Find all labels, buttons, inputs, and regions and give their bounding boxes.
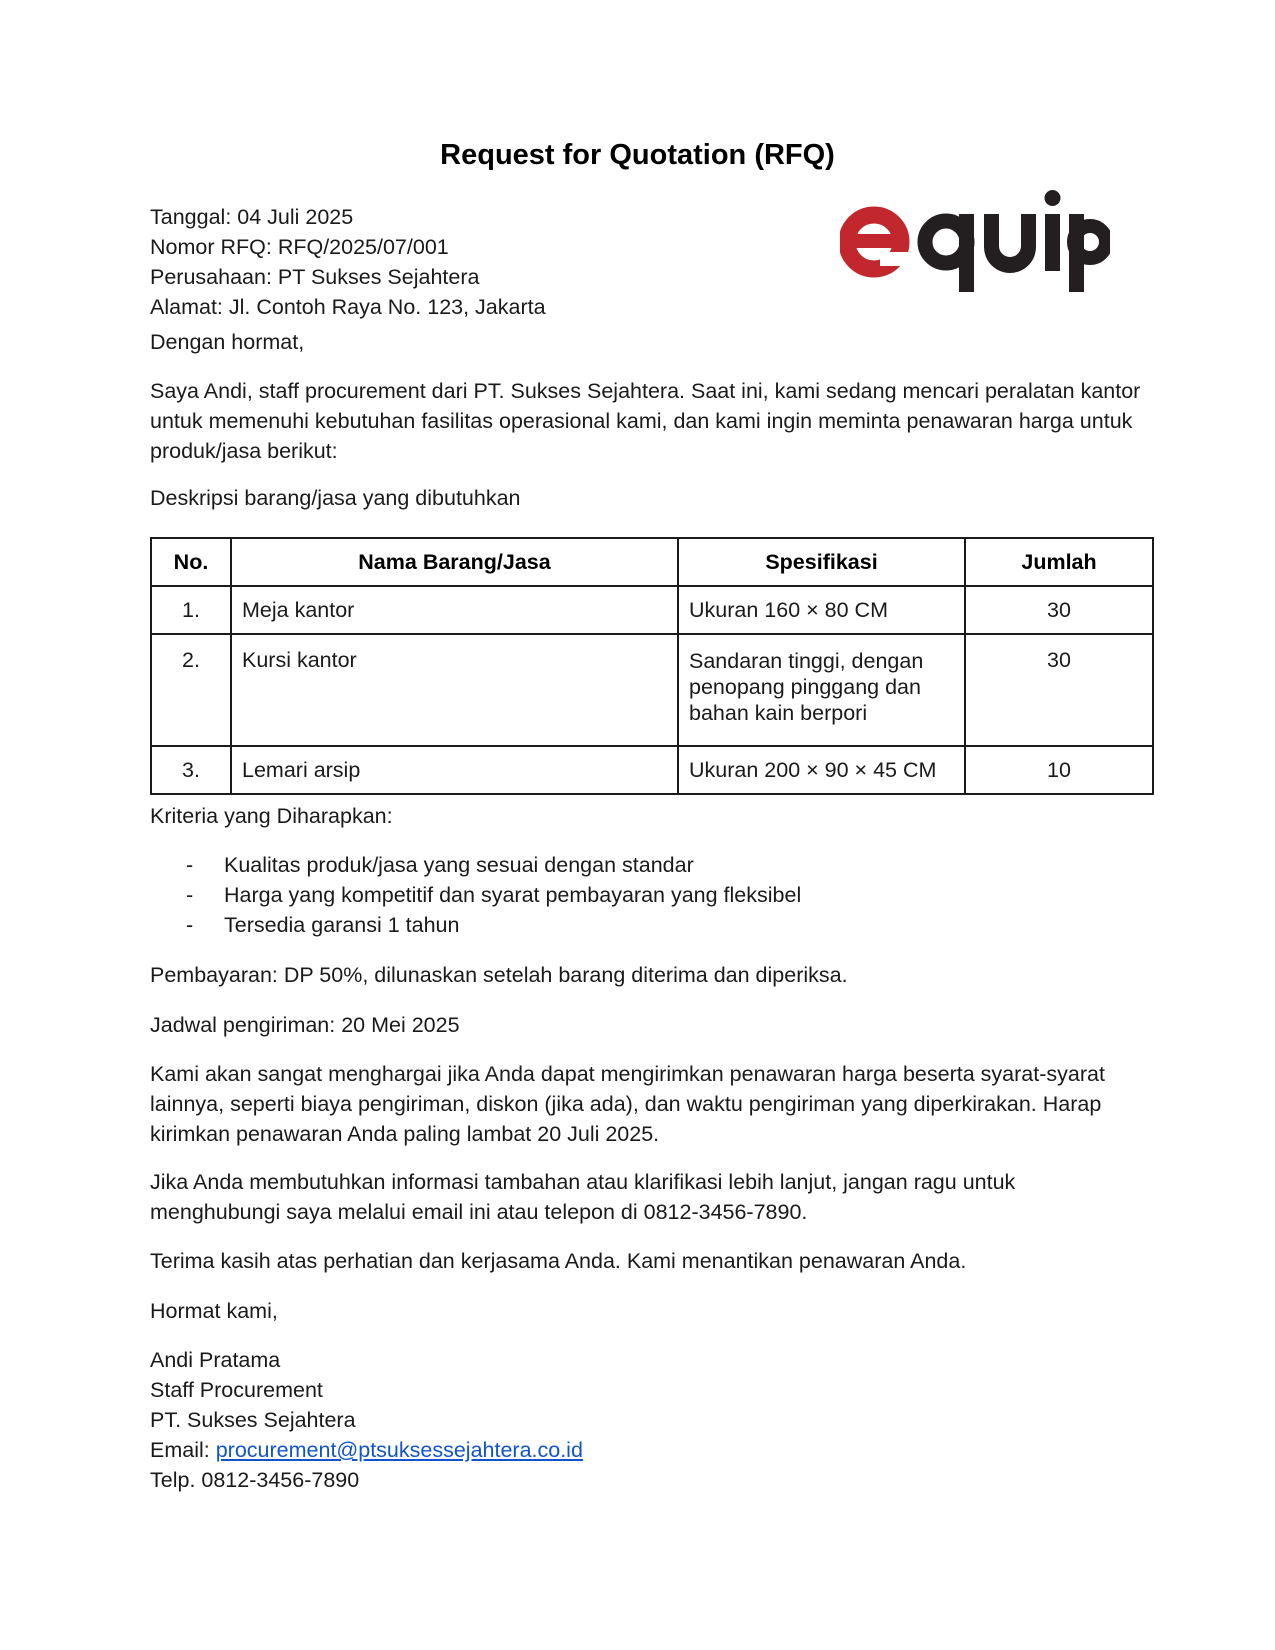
row-item-name: Lemari arsip	[231, 746, 678, 794]
criteria-list	[150, 850, 1140, 940]
equip-logo-graphic	[840, 190, 1110, 300]
criteria-text: Harga yang kompetitif dan syarat pembayaran yang fleksibel	[224, 883, 802, 907]
signature-phone: Telp. 0812-3456-7890	[150, 1468, 360, 1492]
items-table	[150, 537, 1154, 795]
greeting: Dengan hormat,	[150, 330, 305, 354]
row-specification	[678, 746, 965, 794]
row-item-name: Meja kantor	[231, 586, 678, 634]
list-item	[150, 850, 1140, 880]
email-label: Email:	[150, 1438, 216, 1462]
signature-name: Andi Pratama	[150, 1348, 281, 1372]
header-no: No.	[151, 538, 231, 586]
list-item	[150, 910, 1140, 940]
header-item-name: Nama Barang/Jasa	[231, 538, 678, 586]
criteria-text: Kualitas produk/jasa yang sesuai dengan standar	[224, 853, 694, 877]
delivery-schedule: Jadwal pengiriman: 20 Mei 2025	[150, 1013, 460, 1037]
logo-e-mark	[844, 215, 916, 269]
equip-logo	[840, 190, 1110, 305]
spec-line: Ukuran 160 × 80 CM	[689, 598, 888, 622]
bullet-dash: -	[186, 883, 194, 907]
payment-terms: Pembayaran: DP 50%, dilunaskan setelah barang diterima dan diperiksa.	[150, 963, 848, 987]
row-quantity: 10	[965, 746, 1153, 794]
row-quantity: 30	[965, 586, 1153, 634]
closing: Hormat kami,	[150, 1299, 278, 1323]
spec-line: Ukuran 200 × 90 × 45 CM	[689, 758, 937, 782]
signature-position: Staff Procurement	[150, 1378, 323, 1402]
rfq-meta	[150, 202, 546, 322]
meta-address: Alamat: Jl. Contoh Raya No. 123, Jakarta	[150, 295, 546, 319]
spec-line: Sandaran tinggi, dengan	[689, 649, 924, 673]
table-header-row	[151, 538, 1153, 586]
signature-block	[150, 1345, 1140, 1495]
header-quantity: Jumlah	[965, 538, 1153, 586]
table-row	[151, 586, 1153, 634]
row-item-name: Kursi kantor	[231, 634, 678, 746]
signature-company: PT. Sukses Sejahtera	[150, 1408, 356, 1432]
table-row	[151, 746, 1153, 794]
criteria-list-wrapper	[150, 850, 1140, 940]
header-specification: Spesifikasi	[678, 538, 965, 586]
spec-line: bahan kain berpori	[689, 701, 868, 725]
row-no: 2.	[151, 634, 231, 746]
request-paragraph: Kami akan sangat menghargai jika Anda dapat mengirimkan penawaran harga beserta syarat-syarat lainnya, seperti biaya pengiriman, diskon (jika ada), dan waktu pengiriman yang diperkirakan. Harap kirimkan penawaran Anda paling lambat 20 Juli 2025.	[150, 1062, 1105, 1146]
row-no: 3.	[151, 746, 231, 794]
criteria-text: Tersedia garansi 1 tahun	[224, 913, 460, 937]
bullet-dash: -	[186, 853, 194, 877]
contact-paragraph: Jika Anda membutuhkan informasi tambahan atau klarifikasi lebih lanjut, jangan ragu untuk menghubungi saya melalui email ini atau telepon di 0812-3456-7890.	[150, 1170, 1016, 1224]
logo-quip-mark	[925, 190, 1106, 292]
row-specification	[678, 586, 965, 634]
table-row	[151, 634, 1153, 746]
spec-line: penopang pinggang dan	[689, 675, 921, 699]
intro-paragraph: Saya Andi, staff procurement dari PT. Sukses Sejahtera. Saat ini, kami sedang mencari peralatan kantor untuk memenuhi kebutuhan fasilitas operasional kami, dan kami ingin meminta penawaran harga untuk produk/jasa berikut:	[150, 379, 1141, 463]
criteria-heading: Kriteria yang Diharapkan:	[150, 804, 393, 828]
email-link[interactable]: procurement@ptsuksessejahtera.co.id	[215, 1438, 583, 1462]
signature-email-line	[150, 1435, 1140, 1465]
row-quantity: 30	[965, 634, 1153, 746]
table-caption: Deskripsi barang/jasa yang dibutuhkan	[150, 486, 521, 510]
row-no: 1.	[151, 586, 231, 634]
meta-date: Tanggal: 04 Juli 2025	[150, 205, 354, 229]
bullet-dash: -	[186, 913, 194, 937]
page-title: Request for Quotation (RFQ)	[440, 139, 835, 171]
meta-rfq-number: Nomor RFQ: RFQ/2025/07/001	[150, 235, 449, 259]
thanks-paragraph: Terima kasih atas perhatian dan kerjasama Anda. Kami menantikan penawaran Anda.	[150, 1249, 967, 1273]
row-specification	[678, 634, 965, 746]
meta-company: Perusahaan: PT Sukses Sejahtera	[150, 265, 480, 289]
list-item	[150, 880, 1140, 910]
